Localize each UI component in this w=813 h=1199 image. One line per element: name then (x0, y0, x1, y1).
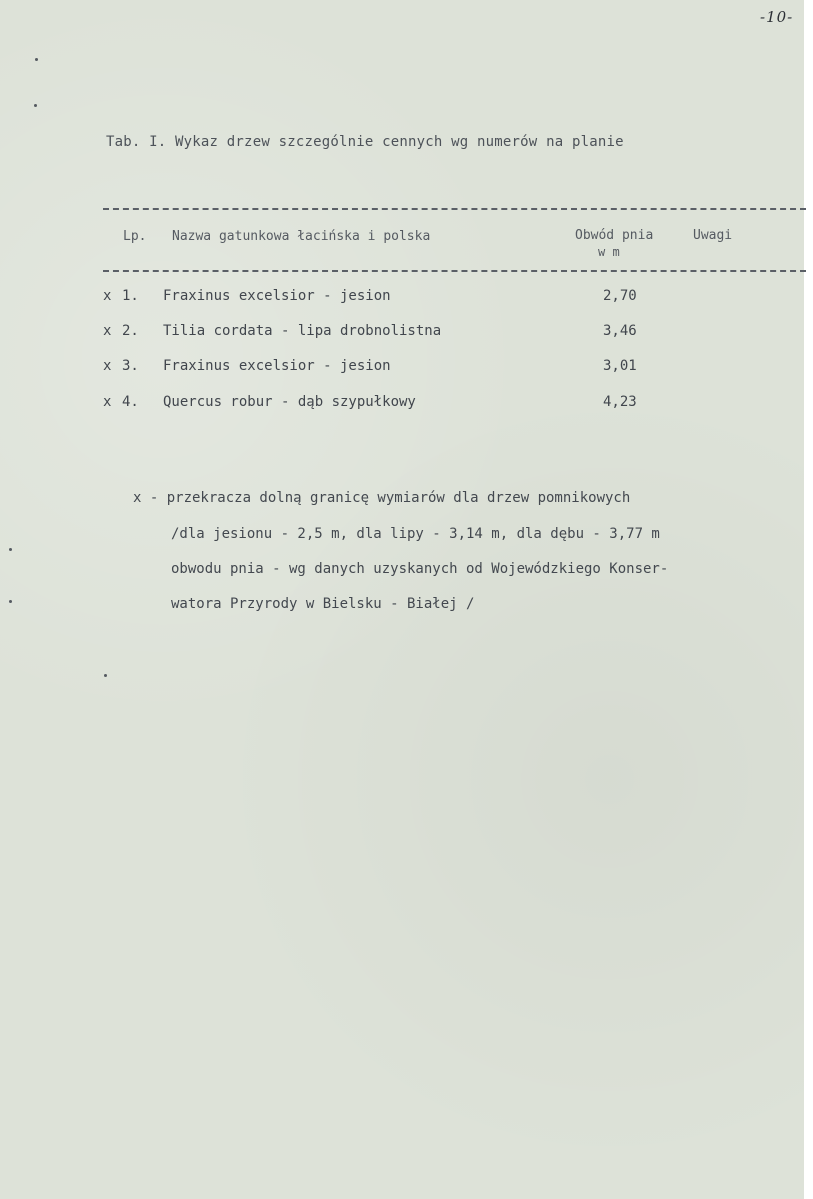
header-lp: Lp. (123, 229, 147, 244)
row-number: 4. (122, 394, 139, 410)
table-row (103, 394, 753, 414)
row-mark: x (103, 288, 112, 304)
row-girth: 4,23 (603, 394, 637, 410)
row-species: Quercus robur - dąb szypułkowy (163, 394, 416, 410)
table-row (103, 358, 753, 378)
table-title: Tab. I. Wykaz drzew szczególnie cennych wg numerów na planie (106, 134, 624, 150)
row-number: 3. (122, 358, 139, 374)
page-number: -10- (760, 8, 794, 26)
row-number: 2. (122, 323, 139, 339)
paper-speck (35, 58, 38, 61)
paper-speck (34, 104, 37, 107)
table-row (103, 288, 753, 308)
row-mark: x (103, 323, 112, 339)
paper-speck (9, 600, 12, 603)
table-row (103, 323, 753, 343)
row-species: Fraxinus excelsior - jesion (163, 288, 391, 304)
row-number: 1. (122, 288, 139, 304)
row-girth: 3,46 (603, 323, 637, 339)
header-girth: Obwód pnia (575, 228, 654, 243)
header-species-name: Nazwa gatunkowa łacińska i polska (172, 229, 431, 244)
table-top-rule (103, 208, 806, 210)
row-girth: 3,01 (603, 358, 637, 374)
row-species: Tilia cordata - lipa drobnolistna (163, 323, 442, 339)
page-edge (804, 0, 813, 1199)
footnote-line: x - przekracza dolną granicę wymiarów dla drzew pomnikowych (133, 490, 631, 506)
row-girth: 2,70 (603, 288, 637, 304)
row-mark: x (103, 358, 112, 374)
paper-speck (104, 674, 107, 677)
row-species: Fraxinus excelsior - jesion (163, 358, 391, 374)
header-girth-unit: w m (598, 245, 620, 259)
footnote-line: /dla jesionu - 2,5 m, dla lipy - 3,14 m, dla dębu - 3,77 m (171, 526, 660, 542)
paper-speck (9, 548, 12, 551)
table-header-rule (103, 270, 806, 272)
header-remarks: Uwagi (693, 228, 733, 243)
row-mark: x (103, 394, 112, 410)
footnote-line: obwodu pnia - wg danych uzyskanych od Wojewódzkiego Konser- (171, 561, 669, 577)
footnote-line: watora Przyrody w Bielsku - Białej / (171, 596, 475, 612)
